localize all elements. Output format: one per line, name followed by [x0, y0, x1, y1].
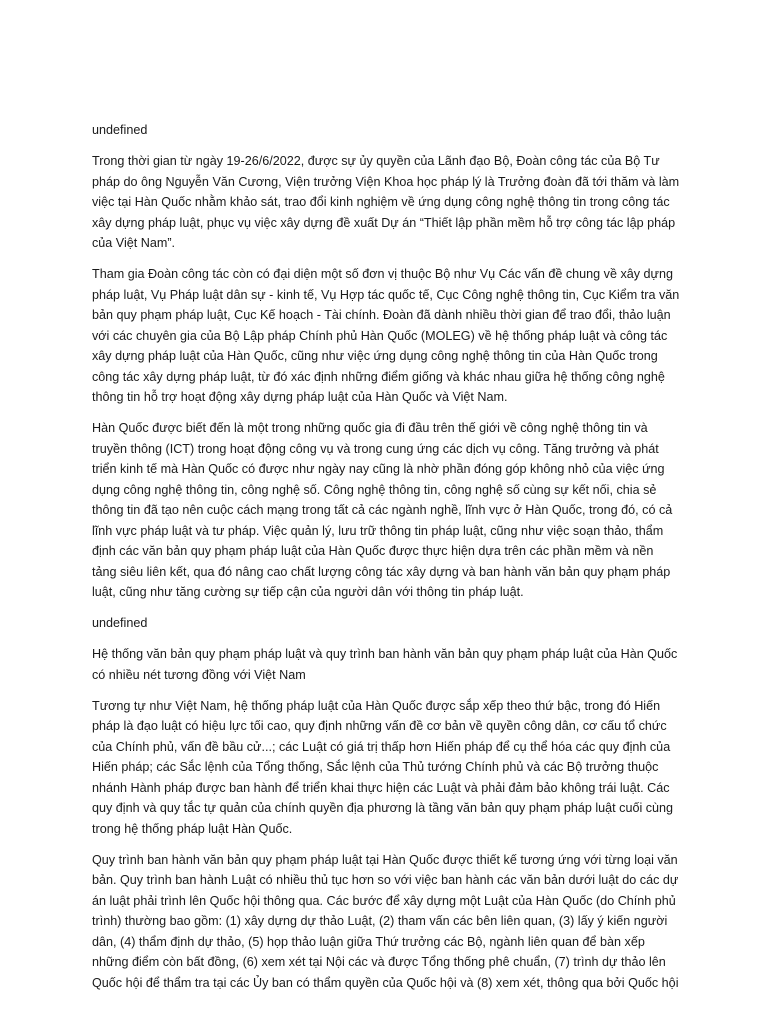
paragraph-delegation-members: Tham gia Đoàn công tác còn có đại diện một số đơn vị thuộc Bộ như Vụ Các vấn đề chung về xây dựng pháp luật, Vụ Pháp luật dân sự - kinh tế, Vụ Hợp tác quốc tế, Cục Công nghệ thông tin, Cục Kiểm tra văn bản quy phạm pháp luật, Cục Kế hoạch - Tài chính. Đoàn đã dành nhiều thời gian để trao đổi, thảo luận với các chuyên gia của Bộ Lập pháp Chính phủ Hàn Quốc (MOLEG) về hệ thống pháp luật và công tác xây dựng pháp luật của Hàn Quốc, cũng như việc ứng dụng công nghệ thông tin của Hàn Quốc trong công tác xây dựng pháp luật, từ đó xác định những điểm giống và khác nhau giữa hệ thống công nghệ thông tin hỗ trợ hoạt động xây dựng pháp luật của Hàn Quốc và Việt Nam. — [92, 267, 680, 404]
section-heading: Hệ thống văn bản quy phạm pháp luật và quy trình ban hành văn bản quy phạm pháp luật của Hàn Quốc có nhiều nét tương đồng với Việt Nam — [92, 647, 678, 682]
paragraph-legislative-process: Quy trình ban hành văn bản quy phạm pháp luật tại Hàn Quốc được thiết kế tương ứng với từng loại văn bản. Quy trình ban hành Luật có nhiều thủ tục hơn so với việc ban hành các văn bản dưới luật do các dự án luật phải trình lên Quốc hội thông qua. Các bước để xây dựng một Luật của Hàn Quốc (do Chính phủ trình) thường bao gồm: (1) xây dựng dự thảo Luật, (2) tham vấn các bên liên quan, (3) lấy ý kiến người dân, (4) thẩm định dự thảo, (5) họp thảo luận giữa Thứ trưởng các Bộ, ngành liên quan để bàn xếp những điểm còn bất đồng, (6) xem xét tại Nội các và được Tổng thống phê chuẩn, (7) trình dự thảo lên Quốc hội để thẩm tra tại các Ủy ban có thẩm quyền của Quốc hội và (8) xem xét, thông qua bởi Quốc hội — [92, 852, 679, 990]
placeholder-heading: undefined — [92, 123, 148, 137]
document-body — [92, 120, 680, 1004]
paragraph-korea-ict: Hàn Quốc được biết đến là một trong những quốc gia đi đầu trên thế giới về công nghệ thông tin và truyền thông (ICT) trong hoạt động công vụ và trong cung ứng các dịch vụ công. Tăng trưởng và phát triển kinh tế mà Hàn Quốc có được như ngày nay cũng là nhờ phần đóng góp không nhỏ của việc ứng dụng công nghệ thông tin, công nghệ số. Công nghệ thông tin, công nghệ số cùng sự kết nối, chia sẻ thông tin đã tạo nên cuộc cách mạng trong tất cả các ngành nghề, lĩnh vực ở Hàn Quốc, trong đó, có cả lĩnh vực pháp luật và tư pháp. Việc quản lý, lưu trữ thông tin pháp luật, cũng như việc soạn thảo, thẩm định các văn bản quy phạm pháp luật của Hàn Quốc được thực hiện dựa trên các phần mềm và nền tảng siêu liên kết, qua đó nâng cao chất lượng công tác xây dựng và ban hành văn bản quy phạm pháp luật, cũng như tăng cường sự tiếp cận của người dân với thông tin pháp luật. — [92, 421, 673, 599]
placeholder-heading: undefined — [92, 616, 148, 630]
paragraph-delegation-visit: Trong thời gian từ ngày 19-26/6/2022, được sự ủy quyền của Lãnh đạo Bộ, Đoàn công tác của Bộ Tư pháp do ông Nguyễn Văn Cương, Viện trưởng Viện Khoa học pháp lý là Trưởng đoàn đã tới thăm và làm việc tại Hàn Quốc nhằm khảo sát, trao đổi kinh nghiệm về ứng dụng công nghệ thông tin trong công tác xây dựng pháp luật, phục vụ việc xây dựng đề xuất Dự án “Thiết lập phần mềm hỗ trợ công tác lập pháp của Việt Nam”. — [92, 154, 680, 250]
paragraph-legal-hierarchy: Tương tự như Việt Nam, hệ thống pháp luật của Hàn Quốc được sắp xếp theo thứ bậc, trong đó Hiến pháp là đạo luật có hiệu lực tối cao, quy định những vấn đề cơ bản về quyền công dân, cơ cấu tổ chức của Chính phủ, vấn đề bầu cử...; các Luật có giá trị thấp hơn Hiến pháp để cụ thể hóa các quy định của Hiến pháp; các Sắc lệnh của Tổng thống, Sắc lệnh của Thủ tướng Chính phủ và các Bộ trưởng thuộc nhánh Hành pháp được ban hành để triển khai thực hiện các Luật và phải đảm bảo không trái luật. Các quy định và quy tắc tự quản của chính quyền địa phương là tầng văn bản quy phạm pháp luật cuối cùng trong hệ thống pháp luật Hàn Quốc. — [92, 698, 674, 836]
